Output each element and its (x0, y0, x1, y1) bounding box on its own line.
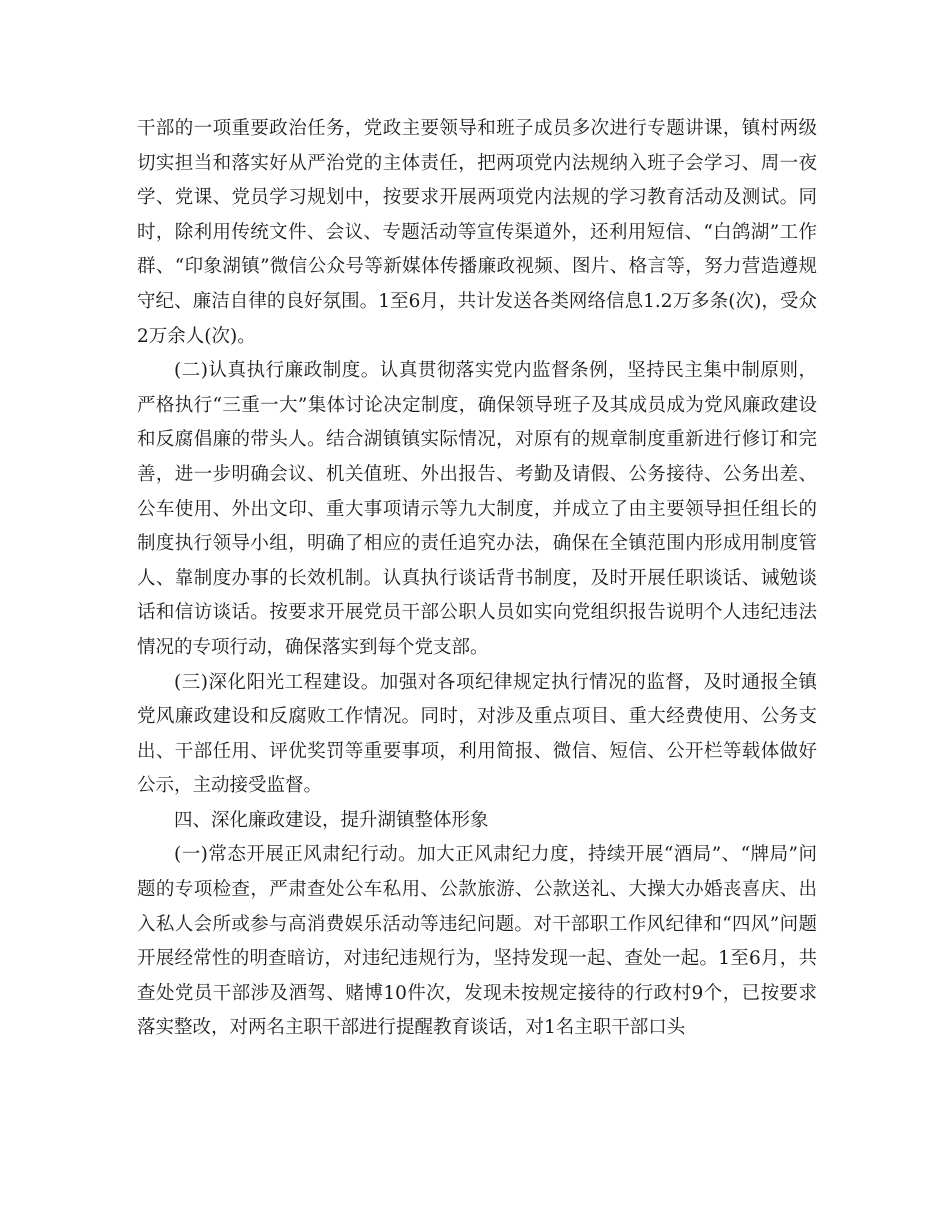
document-body (137, 112, 817, 1046)
paragraph-1: 干部的一项重要政治任务，党政主要领导和班子成员多次进行专题讲课，镇村两级切实担当和落实好从严治党的主体责任，把两项党内法规纳入班子会学习、周一夜学、党课、党员学习规划中，按要求开展两项党内法规的学习教育活动及测试。同时，除利用传统文件、会议、专题活动等宣传渠道外，还利用短信、“白鸽湖”工作群、“印象湖镇”微信公众号等新媒体传播廉政视频、图片、格言等，努力营造遵规守纪、廉洁自律的良好氛围。1至6月，共计发送各类网络信息1.2万多条(次)，受众2万余人(次)。 (137, 118, 817, 347)
paragraph-2: (二)认真执行廉政制度。认真贯彻落实党内监督条例，坚持民主集中制原则，严格执行“三重一大”集体讨论决定制度，确保领导班子及其成员成为党风廉政建设和反腐倡廉的带头人。结合湖镇镇实际情况，对原有的规章制度重新进行修订和完善，进一步明确会议、机关值班、外出报告、考勤及请假、公务接待、公务出差、公车使用、外出文印、重大事项请示等九大制度，并成立了由主要领导担任组长的制度执行领导小组，明确了相应的责任追究办法，确保在全镇范围内形成用制度管人、靠制度办事的长效机制。认真执行谈话背书制度，及时开展任职谈话、诫勉谈话和信访谈话。按要求开展党员干部公职人员如实向党组织报告说明个人违纪违法情况的专项行动，确保落实到每个党支部。 (137, 360, 817, 658)
paragraph-3: (三)深化阳光工程建设。加强对各项纪律规定执行情况的监督，及时通报全镇党风廉政建设和反腐败工作情况。同时，对涉及重点项目、重大经费使用、公务支出、干部任用、评优奖罚等重要事项，利用简报、微信、短信、公开栏等载体做好公示，主动接受监督。 (137, 671, 817, 797)
paragraph-4: (一)常态开展正风肃纪行动。加大正风肃纪力度，持续开展“酒局”、“牌局”问题的专项检查，严肃查处公车私用、公款旅游、公款送礼、大操大办婚丧喜庆、出入私人会所或参与高消费娱乐活动等违纪问题。对干部职工作风纪律和“四风”问题开展经常性的明查暗访，对违纪违规行为，坚持发现一起、查处一起。1至6月，共查处党员干部涉及酒驾、赌博10件次，发现未按规定接待的行政村9个，已按要求落实整改，对两名主职干部进行提醒教育谈话，对1名主职干部口头 (137, 844, 817, 1039)
section-heading: 四、深化廉政建设，提升湖镇整体形象 (174, 809, 489, 831)
